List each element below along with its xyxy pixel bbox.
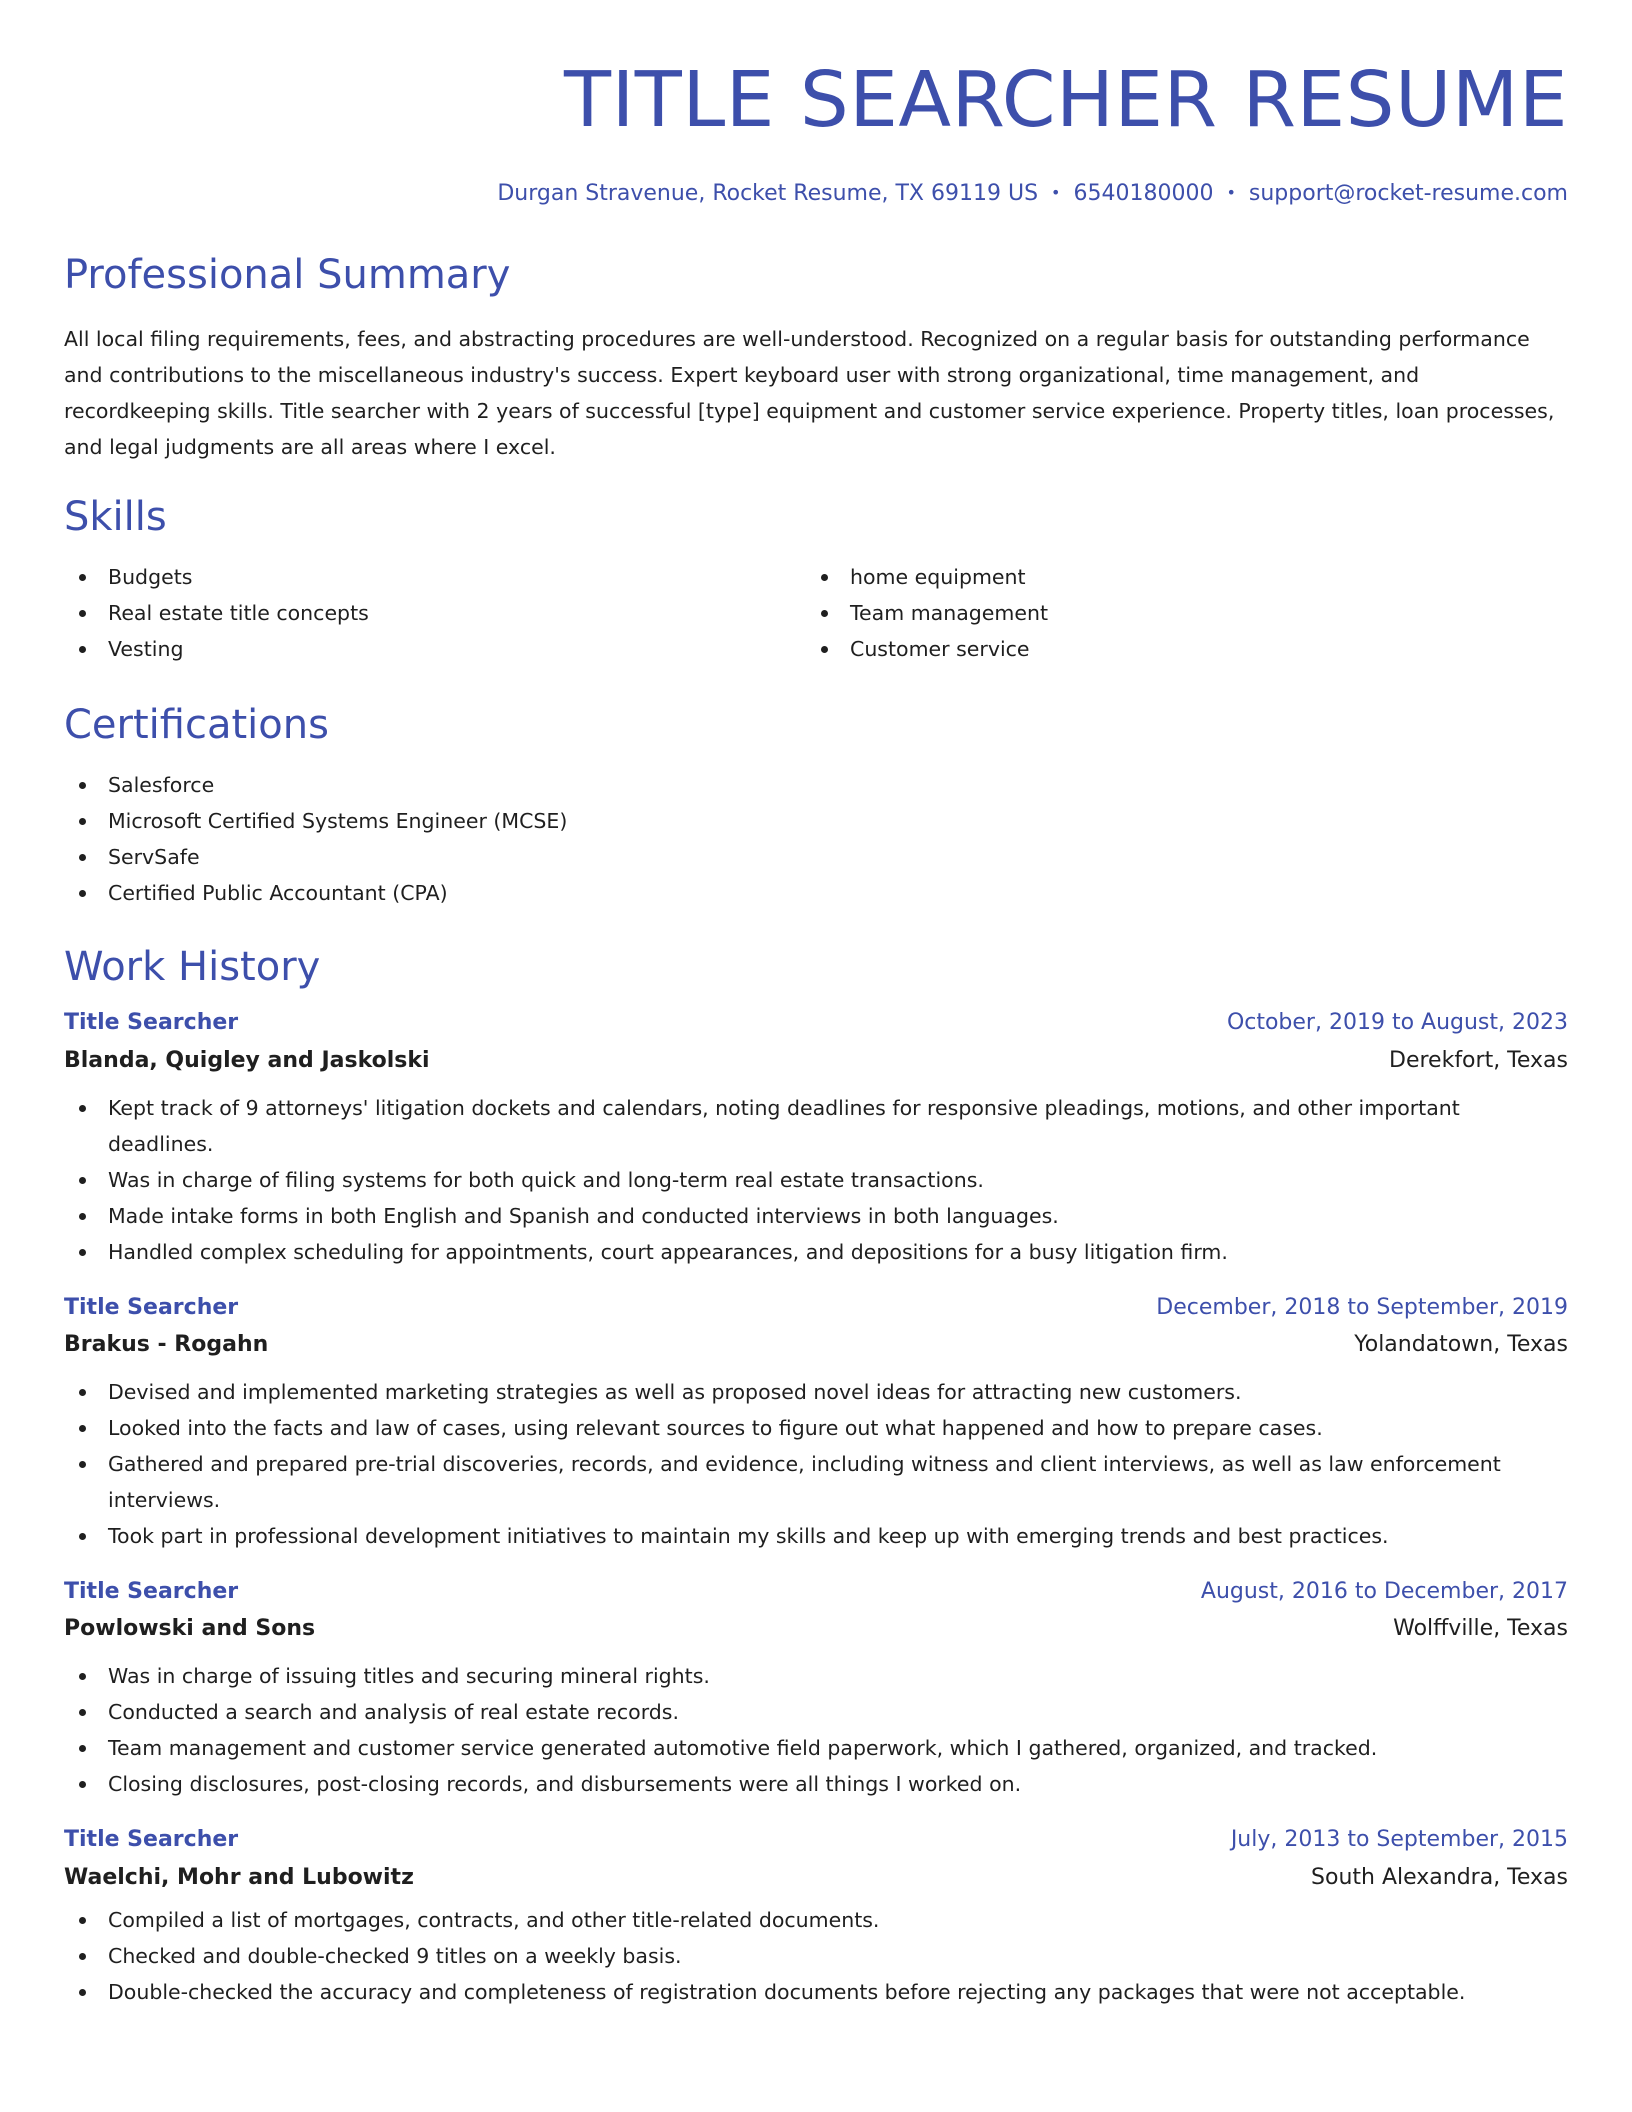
job-bullet: Looked into the facts and law of cases, using relevant sources to figure out what happened and how to prepare cases. — [64, 1410, 1568, 1446]
job-bullet: Team management and customer service generated automotive field paperwork, which I gathered, organized, and tracked. — [64, 1730, 1568, 1766]
job-employer: Blanda, Quigley and Jaskolski — [64, 1047, 430, 1073]
skill-item: Real estate title concepts — [64, 595, 806, 631]
job-bullet: Conducted a search and analysis of real estate records. — [64, 1694, 1568, 1730]
job-bullet: Was in charge of filing systems for both quick and long-term real estate transactions. — [64, 1162, 1568, 1198]
contact-separator: • — [1226, 183, 1236, 202]
skill-item: Team management — [806, 595, 1548, 631]
skill-item: Budgets — [64, 559, 806, 595]
job-header — [64, 1009, 1568, 1038]
skill-item: home equipment — [806, 559, 1548, 595]
skills-list — [64, 559, 1568, 667]
contact-email: support@rocket-resume.com — [1248, 181, 1568, 206]
skills-heading: Skills — [64, 494, 167, 541]
job-bullet: Made intake forms in both English and Spanish and conducted interviews in both languages. — [64, 1198, 1568, 1234]
job-bullet: Kept track of 9 attorneys' litigation dockets and calendars, noting deadlines for responsive pleadings, motions, and other important deadlines. — [64, 1090, 1568, 1162]
job-entry — [64, 1009, 1568, 1269]
job-bullet: Handled complex scheduling for appointments, court appearances, and depositions for a busy litigation firm. — [64, 1234, 1568, 1270]
job-dates: August, 2016 to December, 2017 — [1200, 1578, 1568, 1604]
certification-item: Microsoft Certified Systems Engineer (MCSE) — [64, 803, 1568, 839]
job-location: Wolffville, Texas — [1393, 1616, 1568, 1642]
job-bullets — [64, 1090, 1568, 1270]
job-entry — [64, 1578, 1568, 1802]
summary-text: All local filing requirements, fees, and abstracting procedures are well-understood. Recognized on a regular basis for outstanding performance and contributions to the miscellaneous industry's success. Expert keyboard user with strong organizational, time management, and recordkeeping skills. Title searcher with 2 years of successful [type] equipment and customer service experience. Property titles, loan processes, and legal judgments are all areas where I excel. — [64, 327, 1555, 460]
work-history-heading: Work History — [64, 944, 321, 991]
job-employer: Powlowski and Sons — [64, 1616, 316, 1642]
job-title: Title Searcher — [64, 1826, 239, 1852]
job-location: Derekfort, Texas — [1389, 1047, 1568, 1073]
job-entry — [64, 1826, 1568, 2010]
certifications-heading: Certifications — [64, 702, 329, 749]
job-bullets — [64, 1658, 1568, 1802]
job-header — [64, 1294, 1568, 1323]
job-bullet: Was in charge of issuing titles and securing mineral rights. — [64, 1658, 1568, 1694]
job-bullet: Gathered and prepared pre-trial discoveries, records, and evidence, including witness and client interviews, as well as law enforcement interviews. — [64, 1446, 1568, 1518]
job-dates: December, 2018 to September, 2019 — [1156, 1294, 1568, 1320]
resume-title: TITLE SEARCHER RESUME — [564, 56, 1568, 145]
skill-item: Vesting — [64, 631, 806, 667]
job-employer: Brakus - Rogahn — [64, 1332, 269, 1358]
job-location: Yolandatown, Texas — [1354, 1332, 1568, 1358]
job-employer-row — [64, 1615, 1568, 1644]
job-header — [64, 1826, 1568, 1855]
job-employer: Waelchi, Mohr and Lubowitz — [64, 1864, 414, 1890]
job-bullet: Compiled a list of mortgages, contracts, and other title-related documents. — [64, 1902, 1568, 1938]
job-bullets — [64, 1902, 1568, 2010]
job-dates: July, 2013 to September, 2015 — [1230, 1826, 1568, 1852]
job-title: Title Searcher — [64, 1578, 239, 1604]
job-employer-row — [64, 1331, 1568, 1360]
certifications-list — [64, 767, 1568, 911]
certification-item: ServSafe — [64, 839, 1568, 875]
job-bullet: Double-checked the accuracy and completeness of registration documents before rejecting any packages that were not acceptable. — [64, 1974, 1568, 2010]
skills-column-left — [64, 559, 806, 667]
summary-heading: Professional Summary — [64, 252, 511, 299]
job-dates: October, 2019 to August, 2023 — [1226, 1010, 1568, 1036]
job-title: Title Searcher — [64, 1010, 239, 1036]
contact-phone: 6540180000 — [1073, 181, 1214, 206]
contact-separator: • — [1051, 183, 1061, 202]
resume-header — [64, 0, 1568, 207]
certification-item: Salesforce — [64, 767, 1568, 803]
job-location: South Alexandra, Texas — [1311, 1864, 1568, 1890]
job-employer-row — [64, 1047, 1568, 1076]
job-entry — [64, 1294, 1568, 1554]
skill-item: Customer service — [806, 631, 1548, 667]
job-bullet: Devised and implemented marketing strategies as well as proposed novel ideas for attracting new customers. — [64, 1374, 1568, 1410]
job-title: Title Searcher — [64, 1294, 239, 1320]
job-bullet: Closing disclosures, post-closing records, and disbursements were all things I worked on. — [64, 1766, 1568, 1802]
contact-line — [64, 181, 1568, 207]
contact-address: Durgan Stravenue, Rocket Resume, TX 69119 US — [497, 181, 1039, 206]
skills-column-right — [806, 559, 1548, 667]
job-header — [64, 1578, 1568, 1607]
job-bullet: Took part in professional development initiatives to maintain my skills and keep up with emerging trends and best practices. — [64, 1518, 1568, 1554]
certification-item: Certified Public Accountant (CPA) — [64, 875, 1568, 911]
job-bullet: Checked and double-checked 9 titles on a weekly basis. — [64, 1938, 1568, 1974]
job-bullets — [64, 1374, 1568, 1554]
job-employer-row — [64, 1864, 1568, 1893]
